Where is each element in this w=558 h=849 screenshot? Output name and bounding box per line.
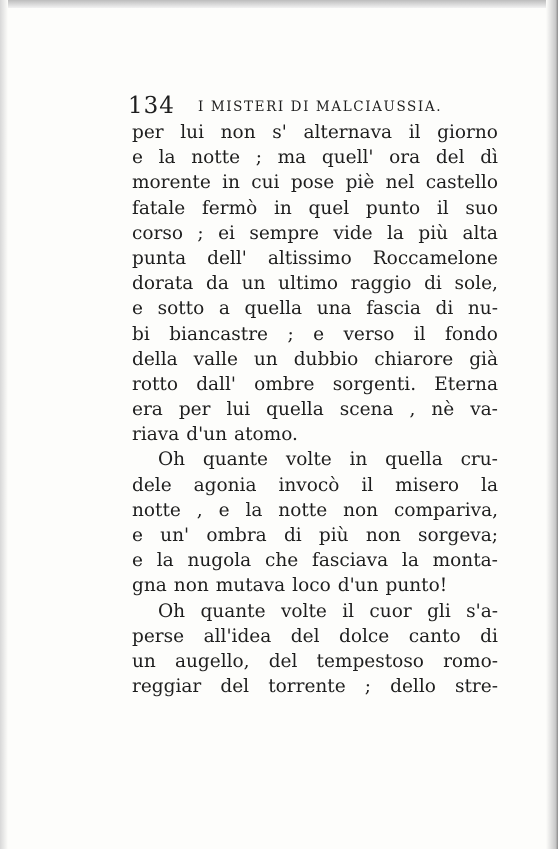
text-line: fatale fermò in quel punto il suo [132, 197, 498, 219]
text-line: punta dell' altissimo Roccamelone [132, 247, 498, 269]
text-line: e sotto a quella una fascia di nu- [132, 298, 498, 320]
page-number: 134 [128, 93, 175, 119]
text-line: bi biancastre ; e verso il fondo [132, 323, 498, 345]
body-text [132, 120, 498, 699]
text-line: gna non mutava loco d'un punto! [132, 575, 448, 597]
text-line: era per lui quella scena , nè va- [132, 399, 498, 421]
text-line: della valle un dubbio chiarore già [132, 348, 498, 370]
scan-edge-left [0, 0, 8, 849]
text-line: corso ; ei sempre vide la più alta [132, 222, 498, 244]
text-line: reggiar del torrente ; dello stre- [132, 676, 498, 698]
text-line: Oh quante volte in quella cru- [158, 449, 498, 471]
text-line: Oh quante volte il cuor gli s'a- [158, 600, 498, 622]
text-line: notte , e la notte non compariva, [132, 499, 498, 521]
scan-edge-right [546, 0, 558, 849]
text-line: e un' ombra di più non sorgeva; [132, 525, 498, 546]
page-header [128, 92, 508, 120]
text-line: per lui non s' alternava il giorno [132, 122, 498, 143]
text-line: dele agonia invocò il misero la [132, 474, 498, 496]
text-line: perse all'idea del dolce canto di [132, 625, 498, 647]
text-line: morente in cui pose piè nel castello [132, 172, 498, 194]
text-line: e la nugola che fasciava la monta- [132, 550, 498, 572]
text-line: rotto dall' ombre sorgenti. Eterna [132, 373, 498, 395]
text-line: un augello, del tempestoso romo- [132, 650, 498, 672]
running-head: I MISTERI DI MALCIAUSSIA. [198, 99, 443, 115]
text-line: riava d'un atomo. [132, 424, 298, 446]
text-line: dorata da un ultimo raggio di sole, [132, 273, 498, 295]
text-line: e la notte ; ma quell' ora del dì [132, 147, 498, 169]
scan-edge-top [0, 0, 558, 8]
